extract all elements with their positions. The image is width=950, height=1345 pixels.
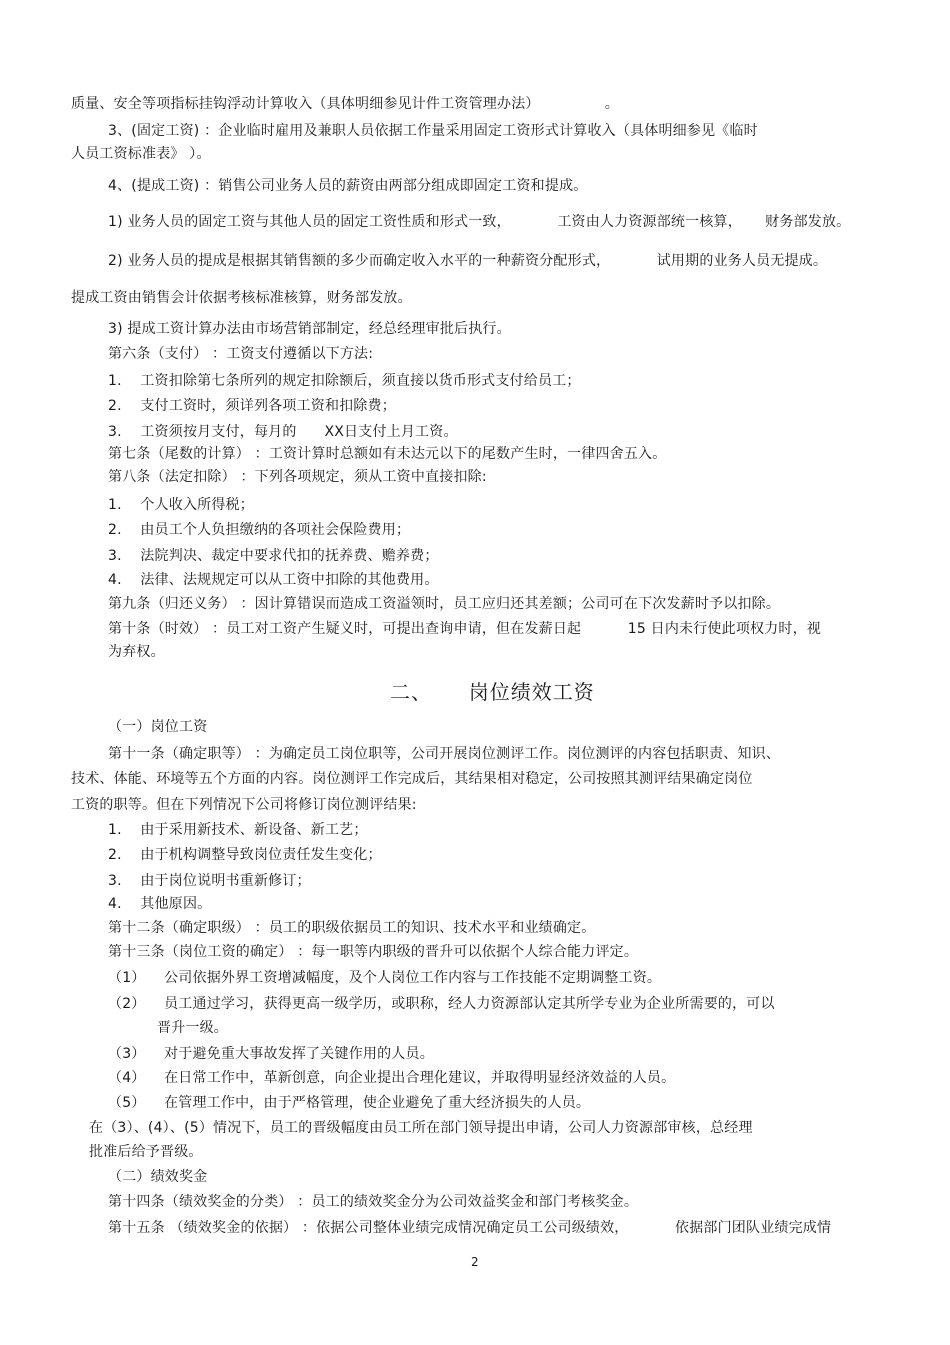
text-line: 第七条（尾数的计算） ：工资计算时总额如有未达元以下的尾数产生时，一律四舍五入。 xyxy=(108,446,667,462)
page-number: 2 xyxy=(471,1255,479,1269)
text-line: 技术、体能、环境等五个方面的内容。岗位测评工作完成后，其结果相对稳定，公司按照其测评结果确定岗位 xyxy=(71,771,753,787)
list-item: 4. 其他原因。 xyxy=(108,896,212,912)
text-line: 在（3）、(4）、(5）情况下，员工的晋级幅度由员工所在部门领导提出申请，公司人力资源部审核，总经理 xyxy=(89,1120,753,1136)
text-line: 第九条（归还义务） ：因计算错误而造成工资溢领时，员工应归还其差额；公司可在下次发薪时予以扣除。 xyxy=(108,596,781,612)
text-line: 第六条（支付） ：工资支付遵循以下方法: xyxy=(108,346,374,362)
text-line: 第十三条（岗位工资的确定） ：每一职等内职级的晋升可以依据个人综合能力评定。 xyxy=(108,944,639,960)
list-item: 4. 法律、法规规定可以从工资中扣除的其他费用。 xyxy=(108,572,439,588)
text-line: 第十条（时效） ：员工对工资产生疑义时，可提出查询申请，但在发薪日起 15 日内未行使此项权力时，视 xyxy=(108,621,822,637)
text-line: 第十五条 （绩效奖金的依据） ：依据公司整体业绩完成情况确定员工公司级绩效， 依据部门团队业绩完成情 xyxy=(108,1220,832,1236)
list-item: 3. 法院判决、裁定中要求代扣的抚养费、赡养费； xyxy=(108,548,439,564)
text-line: 人员工资标准表》 ）。 xyxy=(71,146,211,162)
text-line: 2) 业务人员的提成是根据其销售额的多少而确定收入水平的一种薪资分配形式， 试用期的业务人员无提成。 xyxy=(108,253,828,269)
text-line: 1) 业务人员的固定工资与其他人员的固定工资性质和形式一致， 工资由人力资源部统一核算， 财务部发放。 xyxy=(108,214,851,230)
text-line: 3) 提成工资计算办法由市场营销部制定，经总经理审批后执行。 xyxy=(108,321,511,337)
list-item: （3） 对于避免重大事故发挥了关键作用的人员。 xyxy=(108,1046,434,1062)
list-item: 2. 支付工资时，须详列各项工资和扣除费； xyxy=(108,398,396,414)
text-line: 第十四条（绩效奖金的分类） ：员工的绩效奖金分为公司效益奖金和部门考核奖金。 xyxy=(108,1194,639,1210)
text-line: 为弃权。 xyxy=(108,644,165,660)
text-line: 工资的职等。但在下列情况下公司将修订岗位测评结果: xyxy=(71,797,417,813)
subsection-title: （二）绩效奖金 xyxy=(108,1169,208,1185)
text-line: 第八条（法定扣除） ：下列各项规定，须从工资中直接扣除: xyxy=(108,469,487,485)
list-item: （4） 在日常工作中，革新创意，向企业提出合理化建议，并取得明显经济效益的人员。 xyxy=(108,1070,676,1086)
text-line: 4、(提成工资) ：销售公司业务人员的薪资由两部分组成即固定工资和提成。 xyxy=(108,178,588,194)
list-item: 1. 由于采用新技术、新设备、新工艺； xyxy=(108,822,368,838)
list-item: 3. 由于岗位说明书重新修订； xyxy=(108,873,311,889)
text-line: 质量、安全等项指标挂钩浮动计算收入（具体明细参见计件工资管理办法） 。 xyxy=(71,96,619,112)
list-item: 1. 工资扣除第七条所列的规定扣除额后，须直接以货币形式支付给员工； xyxy=(108,373,581,389)
text-line: 提成工资由销售会计依据考核标准核算，财务部发放。 xyxy=(71,290,412,306)
list-item: 3. 工资须按月支付，每月的 XX日支付上月工资。 xyxy=(108,424,458,440)
text-line: 晋升一级。 xyxy=(157,1020,228,1036)
list-item: （2） 员工通过学习，获得更高一级学历，或职称，经人力资源部认定其所学专业为企业所需要的，可以 xyxy=(108,996,775,1012)
section-heading: 二、 岗位绩效工资 xyxy=(390,680,595,704)
text-line: 第十二条（确定职级） ：员工的职级依据员工的知识、技术水平和业绩确定。 xyxy=(108,920,596,936)
list-item: （5） 在管理工作中，由于严格管理，使企业避免了重大经济损失的人员。 xyxy=(108,1095,591,1111)
text-line: 批准后给予晋级。 xyxy=(89,1144,203,1160)
list-item: 2. 由于机构调整导致岗位责任发生变化； xyxy=(108,847,382,863)
list-item: 2. 由员工个人负担缴纳的各项社会保险费用； xyxy=(108,522,411,538)
list-item: （1） 公司依据外界工资增减幅度，及个人岗位工作内容与工作技能不定期调整工资。 xyxy=(108,970,662,986)
text-line: 3、(固定工资) ：企业临时雇用及兼职人员依据工作量采用固定工资形式计算收入（具体明细参见《临时 xyxy=(108,123,758,139)
list-item: 1. 个人收入所得税； xyxy=(108,497,254,513)
text-line: 第十一条（确定职等） ：为确定员工岗位职等，公司开展岗位测评工作。岗位测评的内容包括职责、知识、 xyxy=(108,746,781,762)
subsection-title: （一）岗位工资 xyxy=(108,719,208,735)
